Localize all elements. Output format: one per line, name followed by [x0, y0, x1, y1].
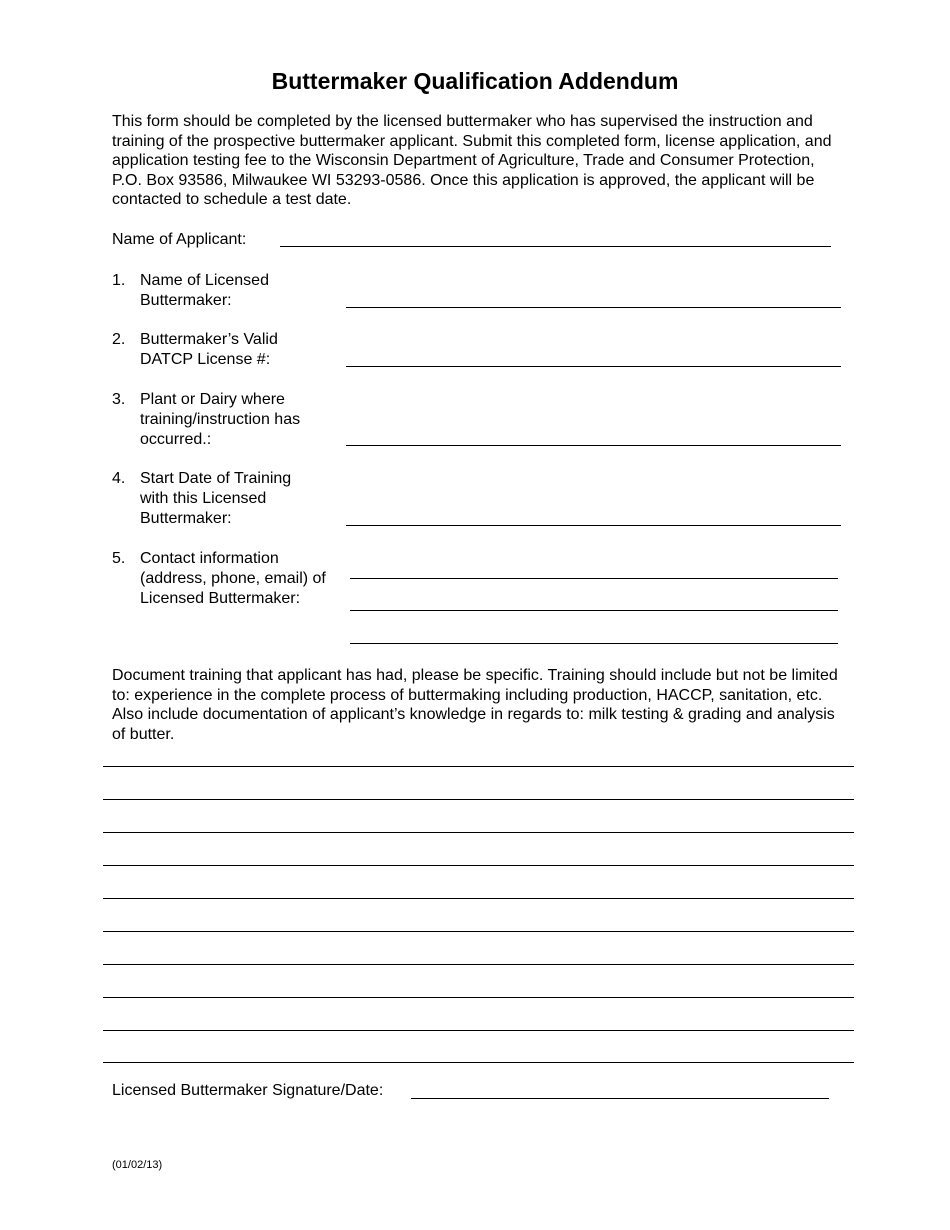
form-title: Buttermaker Qualification Addendum	[271, 68, 679, 94]
training-notes-line-5[interactable]	[103, 898, 854, 899]
item-label-1-line-2: Buttermaker:	[140, 292, 232, 309]
item-number-3: 3.	[112, 391, 126, 408]
contact-info-field-line-2[interactable]	[350, 610, 838, 611]
revision-code: (01/02/13)	[112, 1159, 163, 1171]
applicant-name-field[interactable]	[280, 246, 831, 247]
item-label-5-line-1: Contact information	[140, 550, 279, 567]
training-notes-line-8[interactable]	[103, 997, 854, 998]
item-number-5: 5.	[112, 550, 126, 567]
training-notes-line-2[interactable]	[103, 799, 854, 800]
item-label-1-line-1: Name of Licensed	[140, 272, 269, 289]
license-number-field[interactable]	[346, 366, 841, 367]
item-label-4-line-1: Start Date of Training	[140, 470, 292, 487]
item-label-5-line-3: Licensed Buttermaker:	[140, 590, 301, 607]
training-notes-line-3[interactable]	[103, 832, 854, 833]
item-label-4-line-3: Buttermaker:	[140, 510, 232, 527]
applicant-name-label: Name of Applicant:	[112, 231, 247, 248]
training-notes-line-1[interactable]	[103, 766, 854, 767]
training-start-date-field[interactable]	[346, 525, 841, 526]
item-label-4-line-2: with this Licensed	[140, 490, 267, 507]
signature-label: Licensed Buttermaker Signature/Date:	[112, 1082, 384, 1099]
training-notes-line-9[interactable]	[103, 1030, 854, 1031]
training-notes-line-4[interactable]	[103, 865, 854, 866]
contact-info-field-line-1[interactable]	[350, 578, 838, 579]
training-instructions: Document training that applicant has had, please be specific. Training should include but not be limited to: experience in the complete process of buttermaking including production, HACCP, sanitation, etc. Also include documentation of applicant’s knowledge in regards to: milk testing & grading and analysis of butter.	[112, 667, 838, 743]
item-label-5-line-2: (address, phone, email) of	[140, 570, 326, 587]
item-number-4: 4.	[112, 470, 126, 487]
item-label-2-line-2: DATCP License #:	[140, 351, 271, 368]
intro-paragraph: This form should be completed by the licensed buttermaker who has supervised the instruction and training of the prospective buttermaker applicant. Submit this completed form, license application, and application testing fee to the Wisconsin Department of Agriculture, Trade and Consumer Protection, P.O. Box 93586, Milwaukee WI 53293-0586. Once this application is approved, the applicant will be contacted to schedule a test date.	[112, 113, 832, 209]
signature-date-field[interactable]	[411, 1098, 829, 1099]
contact-info-field-line-3[interactable]	[350, 643, 838, 644]
item-label-2-line-1: Buttermaker’s Valid	[140, 331, 278, 348]
training-notes-line-6[interactable]	[103, 931, 854, 932]
item-label-3-line-3: occurred.:	[140, 431, 212, 448]
training-notes-line-7[interactable]	[103, 964, 854, 965]
item-label-3-line-2: training/instruction has	[140, 411, 301, 428]
plant-or-dairy-field[interactable]	[346, 445, 841, 446]
item-label-3-line-1: Plant or Dairy where	[140, 391, 285, 408]
item-number-2: 2.	[112, 331, 126, 348]
training-notes-line-10[interactable]	[103, 1062, 854, 1063]
licensed-buttermaker-name-field[interactable]	[346, 307, 841, 308]
item-number-1: 1.	[112, 272, 126, 289]
